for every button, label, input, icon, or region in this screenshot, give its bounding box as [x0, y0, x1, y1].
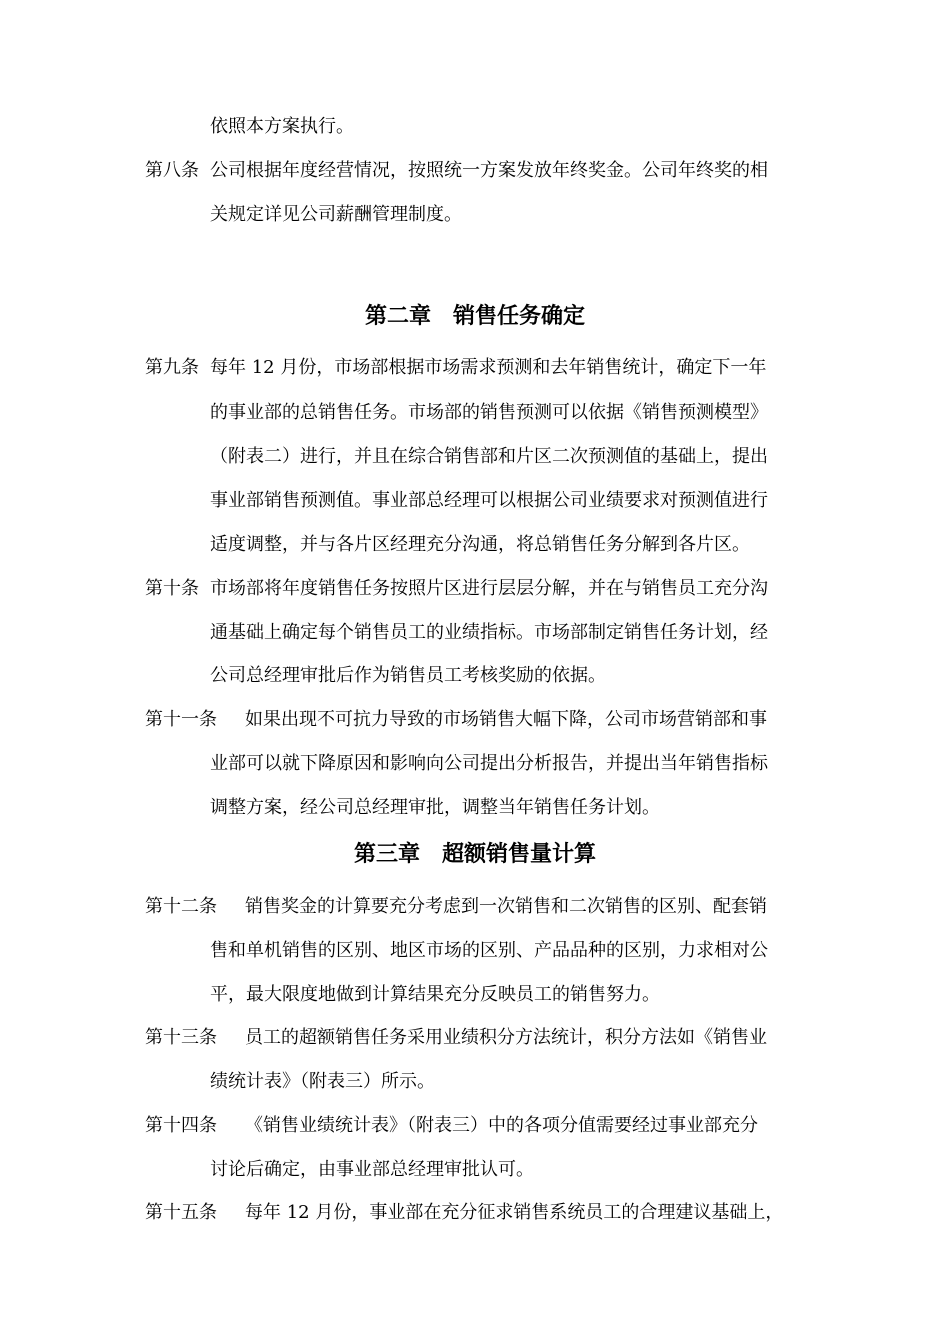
article-14-line-2: 讨论后确定，由事业部总经理审批认可。 [210, 1159, 534, 1180]
article-8-line-2: 关规定详见公司薪酬管理制度。 [210, 204, 462, 225]
article-9-line-3: （附表二）进行，并且在综合销售部和片区二次预测值的基础上，提出 [210, 446, 768, 467]
article-12-line-1: 销售奖金的计算要充分考虑到一次销售和二次销售的区别、配套销 [245, 896, 767, 917]
article-13-line-2: 绩统计表》（附表三）所示。 [210, 1071, 435, 1092]
article-12-line-3: 平，最大限度地做到计算结果充分反映员工的销售努力。 [210, 984, 660, 1005]
article-14-label: 第十四条 [145, 1115, 217, 1136]
article-10-line-3: 公司总经理审批后作为销售员工考核奖励的依据。 [210, 665, 606, 686]
article-11-line-3: 调整方案，经公司总经理审批，调整当年销售任务计划。 [210, 797, 660, 818]
article-9-line-5: 适度调整，并与各片区经理充分沟通，将总销售任务分解到各片区。 [210, 534, 750, 555]
article-11-line-1: 如果出现不可抗力导致的市场销售大幅下降，公司市场营销部和事 [245, 709, 767, 730]
article-10-label: 第十条 [145, 578, 199, 599]
article-8-line-1: 公司根据年度经营情况，按照统一方案发放年终奖金。公司年终奖的相 [210, 160, 768, 181]
article-14-line-1: 《销售业绩统计表》（附表三）中的各项分值需要经过事业部充分 [245, 1115, 758, 1136]
chapter-2-heading: 第二章 销售任务确定 [364, 303, 585, 329]
article-10-line-1: 市场部将年度销售任务按照片区进行层层分解，并在与销售员工充分沟 [210, 578, 768, 599]
article-11-label: 第十一条 [145, 709, 217, 730]
chapter-3-heading: 第三章 超额销售量计算 [353, 841, 596, 867]
article-9-line-1: 每年 12 月份，市场部根据市场需求预测和去年销售统计，确定下一年 [210, 357, 767, 378]
article-13-line-1: 员工的超额销售任务采用业绩积分方法统计，积分方法如《销售业 [245, 1027, 767, 1048]
article-9-label: 第九条 [145, 357, 199, 378]
article-8-label: 第八条 [145, 160, 199, 181]
article-7-continuation: 依照本方案执行。 [210, 116, 354, 137]
article-11-line-2: 业部可以就下降原因和影响向公司提出分析报告，并提出当年销售指标 [210, 753, 768, 774]
article-15-line-1: 每年 12 月份，事业部在充分征求销售系统员工的合理建议基础上， [245, 1202, 784, 1223]
article-12-label: 第十二条 [145, 896, 217, 917]
article-13-label: 第十三条 [145, 1027, 217, 1048]
article-10-line-2: 通基础上确定每个销售员工的业绩指标。市场部制定销售任务计划，经 [210, 622, 768, 643]
article-9-line-4: 事业部销售预测值。事业部总经理可以根据公司业绩要求对预测值进行 [210, 490, 768, 511]
article-15-label: 第十五条 [145, 1202, 217, 1223]
article-12-line-2: 售和单机销售的区别、地区市场的区别、产品品种的区别，力求相对公 [210, 940, 768, 961]
article-9-line-2: 的事业部的总销售任务。市场部的销售预测可以依据《销售预测模型》 [210, 402, 768, 423]
